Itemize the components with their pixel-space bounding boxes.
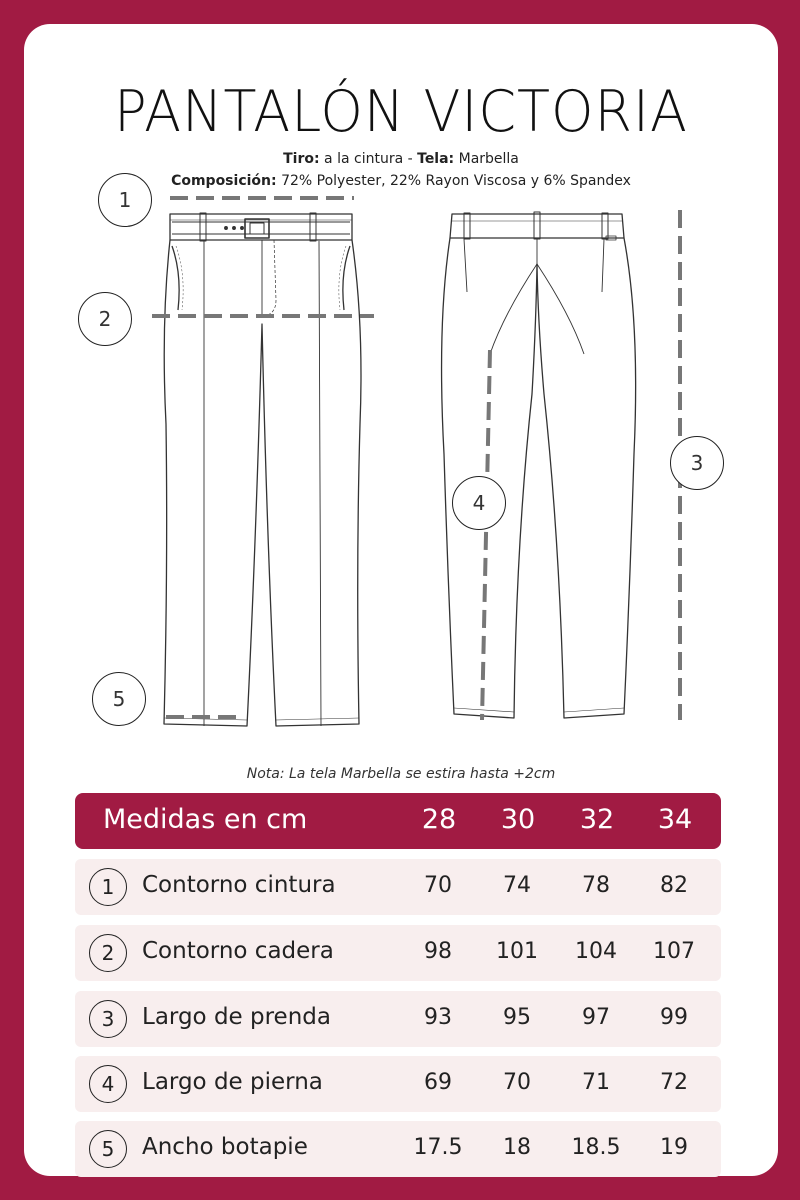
row-label: Contorno cadera [142, 938, 334, 964]
size-chart-card [24, 24, 778, 1176]
cell-value: 93 [424, 1005, 452, 1030]
marker-5: 5 [92, 672, 146, 726]
line-4-inseam [482, 350, 490, 720]
row-number: 3 [89, 1000, 127, 1038]
composicion-value: 72% Polyester, 22% Rayon Viscosa y 6% Spandex [281, 173, 631, 189]
composicion-label: Composición: [171, 173, 277, 189]
cell-value: 18 [503, 1135, 531, 1160]
cell-value: 17.5 [413, 1135, 463, 1160]
marker-2: 2 [78, 292, 132, 346]
cell-value: 101 [496, 939, 538, 964]
cell-value: 72 [660, 1070, 688, 1095]
row-label: Largo de pierna [142, 1069, 323, 1095]
cell-value: 95 [503, 1005, 531, 1030]
tiro-value: a la cintura [324, 151, 404, 167]
size-28: 28 [421, 804, 457, 835]
cell-value: 107 [653, 939, 695, 964]
header-label: Medidas en cm [103, 804, 308, 835]
tela-label: Tela: [417, 151, 455, 167]
row-label: Contorno cintura [142, 872, 336, 898]
row-number: 1 [89, 868, 127, 906]
row-label: Largo de prenda [142, 1004, 331, 1030]
measurement-lines [152, 198, 680, 720]
table-row [75, 859, 721, 915]
marker-4: 4 [452, 476, 506, 530]
spec-separator: - [407, 151, 413, 167]
page-title: PANTALÓN VICTORIA [114, 78, 688, 145]
cell-value: 98 [424, 939, 452, 964]
row-number: 5 [89, 1130, 127, 1168]
front-view-drawing [164, 213, 361, 726]
cell-value: 70 [424, 873, 452, 898]
cell-value: 69 [424, 1070, 452, 1095]
cell-value: 104 [575, 939, 617, 964]
table-row [75, 925, 721, 981]
cell-value: 82 [660, 873, 688, 898]
table-row [75, 991, 721, 1047]
table-row [75, 1121, 721, 1177]
cell-value: 78 [582, 873, 610, 898]
size-34: 34 [657, 804, 693, 835]
back-view-drawing [442, 212, 636, 718]
tiro-label: Tiro: [283, 151, 320, 167]
cell-value: 74 [503, 873, 531, 898]
trousers-technical-drawing [24, 24, 778, 764]
cell-value: 99 [660, 1005, 688, 1030]
row-label: Ancho botapie [142, 1134, 308, 1160]
marker-1: 1 [98, 173, 152, 227]
fabric-note: Nota: La tela Marbella se estira hasta +2cm [246, 766, 556, 782]
size-30: 30 [500, 804, 536, 835]
cell-value: 19 [660, 1135, 688, 1160]
row-number: 4 [89, 1065, 127, 1103]
size-32: 32 [579, 804, 615, 835]
marker-3: 3 [670, 436, 724, 490]
cell-value: 71 [582, 1070, 610, 1095]
tela-value: Marbella [458, 151, 519, 167]
cell-value: 97 [582, 1005, 610, 1030]
row-number: 2 [89, 934, 127, 972]
cell-value: 70 [503, 1070, 531, 1095]
table-header [75, 793, 721, 849]
table-row [75, 1056, 721, 1112]
cell-value: 18.5 [571, 1135, 621, 1160]
